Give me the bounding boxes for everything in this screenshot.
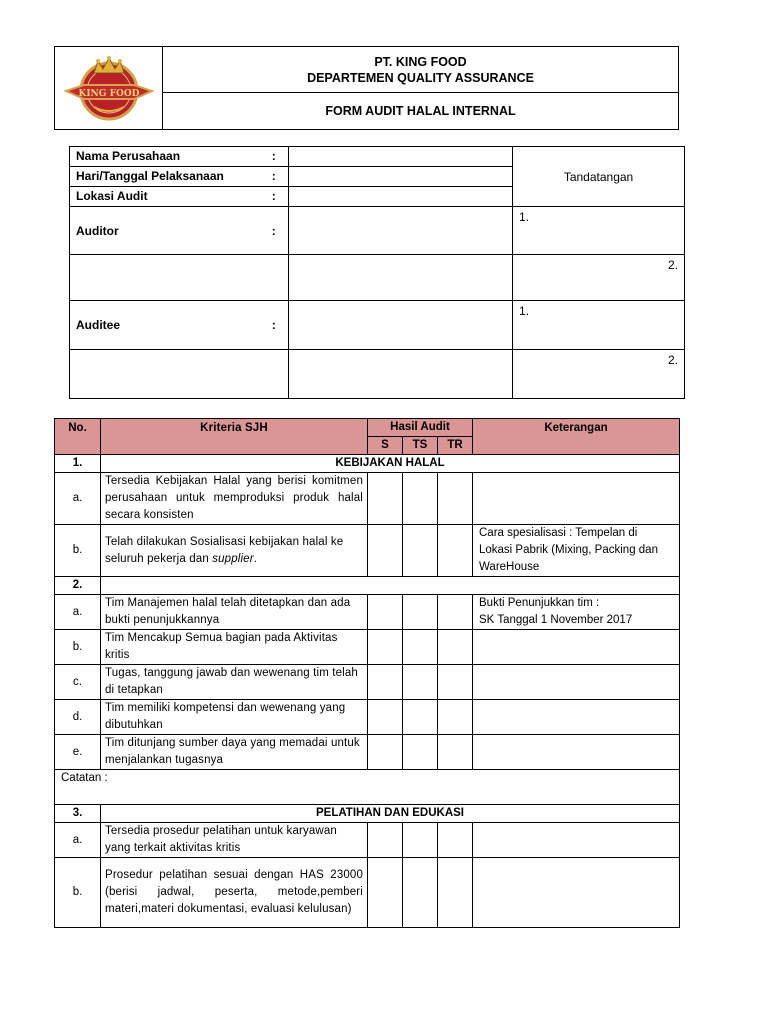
colon: : <box>271 318 276 332</box>
result-ts-cell[interactable] <box>403 823 438 858</box>
result-ts-cell[interactable] <box>403 595 438 630</box>
result-s-cell[interactable] <box>368 525 403 577</box>
catatan-field[interactable]: Catatan : <box>55 770 680 805</box>
section-number: 2. <box>55 577 101 595</box>
auditor-label: Auditor <box>76 223 119 238</box>
colon: : <box>271 169 276 183</box>
result-ts-cell[interactable] <box>403 630 438 665</box>
keterangan-cell[interactable]: Cara spesialisasi : Tempelan di Lokasi Pabrik (Mixing, Packing dan WareHouse <box>473 525 680 577</box>
item-number: b. <box>55 525 101 577</box>
result-tr-cell[interactable] <box>438 735 473 770</box>
criteria-text: Tim ditunjang sumber daya yang memadai untuk menjalankan tugasnya <box>101 735 368 770</box>
item-number: a. <box>55 595 101 630</box>
section-title: KEBIJAKAN HALAL <box>101 455 680 473</box>
auditor-signature-2[interactable]: 2. <box>513 255 685 301</box>
col-ts-header: TS <box>403 437 438 455</box>
company-title-cell <box>163 47 679 93</box>
company-logo <box>55 47 163 130</box>
criteria-text-end: . <box>253 552 258 565</box>
result-tr-cell[interactable] <box>438 823 473 858</box>
keterangan-cell[interactable] <box>473 595 680 630</box>
result-ts-cell[interactable] <box>403 525 438 577</box>
audit-info-table <box>69 146 685 399</box>
auditor-field-2[interactable] <box>288 255 512 301</box>
item-number: b. <box>55 858 101 928</box>
colon: : <box>271 149 276 163</box>
col-s-header: S <box>368 437 403 455</box>
form-title: FORM AUDIT HALAL INTERNAL <box>163 93 679 130</box>
auditor-label-cell <box>70 207 289 255</box>
auditee-label-cell <box>70 301 289 350</box>
col-hasil-header: Hasil Audit <box>368 419 473 437</box>
form-header <box>54 46 679 130</box>
keterangan-cell[interactable] <box>473 665 680 700</box>
hari-tanggal-field[interactable] <box>289 167 512 187</box>
section-title <box>101 577 680 595</box>
item-number: a. <box>55 823 101 858</box>
tandatangan-header: Tandatangan <box>513 147 685 207</box>
col-keterangan-header: Keterangan <box>473 419 680 455</box>
lokasi-audit-row <box>70 187 288 206</box>
result-ts-cell[interactable] <box>403 700 438 735</box>
nama-perusahaan-label: Nama Perusahaan <box>76 149 181 163</box>
result-tr-cell[interactable] <box>438 665 473 700</box>
result-s-cell[interactable] <box>368 823 403 858</box>
result-s-cell[interactable] <box>368 595 403 630</box>
lokasi-audit-label: Lokasi Audit <box>76 189 148 203</box>
auditee-field-1[interactable] <box>288 301 512 350</box>
result-tr-cell[interactable] <box>438 525 473 577</box>
auditor-field-1[interactable] <box>288 207 512 255</box>
keterangan-cell[interactable] <box>473 473 680 525</box>
criteria-text: Tersedia prosedur pelatihan untuk karyawan yang terkait aktivitas kritis <box>101 823 368 858</box>
criteria-text: Tim Mencakup Semua bagian pada Aktivitas kritis <box>101 630 368 665</box>
result-tr-cell[interactable] <box>438 595 473 630</box>
keterangan-line-1: Bukti Penunjukkan tim : <box>479 597 600 609</box>
result-s-cell[interactable] <box>368 700 403 735</box>
auditee-extra-cell <box>70 350 289 399</box>
auditor-signature-1[interactable]: 1. <box>513 207 685 255</box>
result-ts-cell[interactable] <box>403 858 438 928</box>
info-labels <box>70 147 289 207</box>
item-number: d. <box>55 700 101 735</box>
king-food-logo-icon <box>62 55 156 121</box>
svg-text:KING FOOD: KING FOOD <box>78 89 139 99</box>
criteria-text: Tim memiliki kompetensi dan wewenang yang dibutuhkan <box>101 700 368 735</box>
item-number: a. <box>55 473 101 525</box>
result-ts-cell[interactable] <box>403 473 438 525</box>
section-number: 1. <box>55 455 101 473</box>
colon: : <box>271 189 276 203</box>
department-name: DEPARTEMEN QUALITY ASSURANCE <box>307 70 534 85</box>
result-s-cell[interactable] <box>368 473 403 525</box>
criteria-text: Tugas, tanggung jawab dan wewenang tim telah di tetapkan <box>101 665 368 700</box>
col-kriteria-header: Kriteria SJH <box>101 419 368 455</box>
keterangan-cell[interactable] <box>473 630 680 665</box>
keterangan-cell[interactable] <box>473 735 680 770</box>
result-tr-cell[interactable] <box>438 630 473 665</box>
result-ts-cell[interactable] <box>403 665 438 700</box>
section-title: PELATIHAN DAN EDUKASI <box>101 805 680 823</box>
col-tr-header: TR <box>438 437 473 455</box>
result-s-cell[interactable] <box>368 665 403 700</box>
auditor-extra-cell <box>70 255 289 301</box>
item-number: b. <box>55 630 101 665</box>
criteria-text: Tersedia Kebijakan Halal yang berisi komitmen perusahaan untuk memproduksi produk halal secara konsisten <box>101 473 368 525</box>
col-no-header: No. <box>55 419 101 455</box>
item-number: c. <box>55 665 101 700</box>
result-tr-cell[interactable] <box>438 700 473 735</box>
auditee-signature-1[interactable]: 1. <box>513 301 685 350</box>
company-name: PT. KING FOOD <box>374 54 467 69</box>
keterangan-cell[interactable] <box>473 858 680 928</box>
result-s-cell[interactable] <box>368 858 403 928</box>
hari-tanggal-label: Hari/Tanggal Pelaksanaan <box>76 169 224 183</box>
nama-perusahaan-row <box>70 147 288 167</box>
result-s-cell[interactable] <box>368 630 403 665</box>
info-values[interactable] <box>288 147 512 207</box>
item-number: e. <box>55 735 101 770</box>
criteria-text: Tim Manajemen halal telah ditetapkan dan ada bukti penunjukkannya <box>101 595 368 630</box>
result-ts-cell[interactable] <box>403 735 438 770</box>
criteria-text-italic: supplier <box>212 552 254 565</box>
section-number: 3. <box>55 805 101 823</box>
nama-perusahaan-field[interactable] <box>289 147 512 167</box>
auditee-signature-2[interactable]: 2. <box>513 350 685 399</box>
audit-criteria-table <box>54 418 680 928</box>
result-s-cell[interactable] <box>368 735 403 770</box>
criteria-text: Prosedur pelatihan sesuai dengan HAS 23000 (berisi jadwal, peserta, metode,pemberi materi,materi dokumentasi, evaluasi kelulusan) <box>101 858 368 928</box>
keterangan-line-2: SK Tanggal 1 November 2017 <box>479 614 633 626</box>
colon: : <box>271 223 276 238</box>
auditee-field-2[interactable] <box>288 350 512 399</box>
keterangan-cell[interactable] <box>473 823 680 858</box>
auditee-label: Auditee <box>76 318 121 332</box>
keterangan-cell[interactable] <box>473 700 680 735</box>
criteria-text-main: Telah dilakukan Sosialisasi kebijakan halal ke seluruh pekerja dan <box>105 535 344 565</box>
criteria-text <box>101 525 368 577</box>
result-tr-cell[interactable] <box>438 858 473 928</box>
result-tr-cell[interactable] <box>438 473 473 525</box>
lokasi-audit-field[interactable] <box>289 187 512 206</box>
hari-tanggal-row <box>70 167 288 187</box>
